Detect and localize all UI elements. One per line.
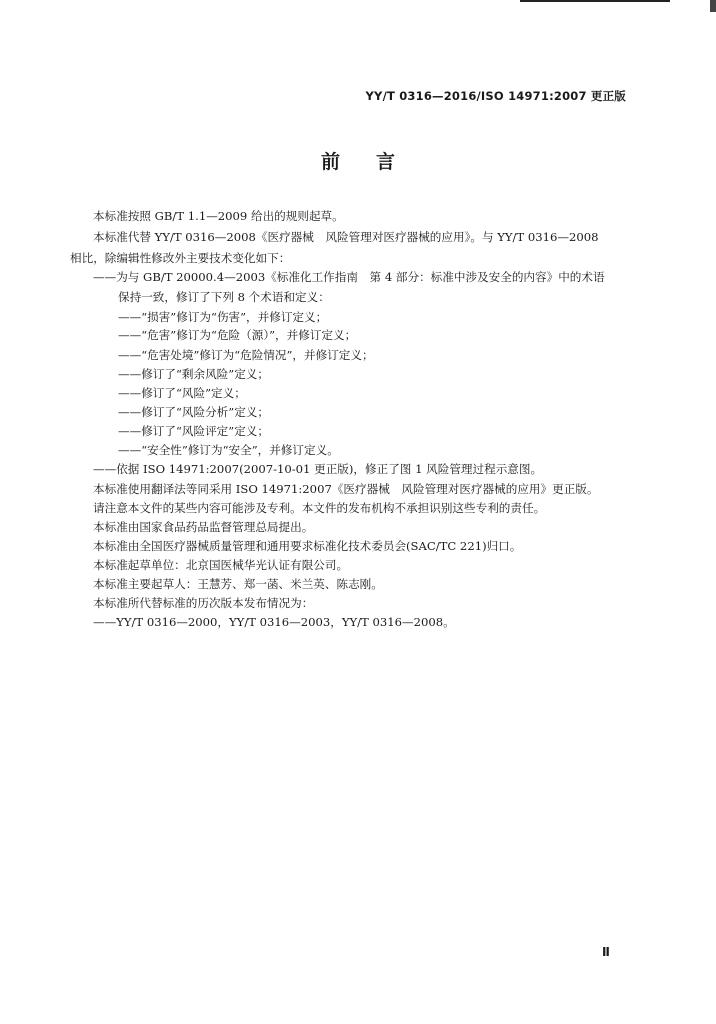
body-line: 请注意本文件的某些内容可能涉及专利。本文件的发布机构不承担识别这些专利的责任。 <box>93 501 546 515</box>
sub-list-item: ——“损害”修订为“伤害”，并修订定义； <box>118 310 328 324</box>
scan-artifact-top-line <box>520 0 670 2</box>
page-number: Ⅱ <box>602 945 610 959</box>
list-item: ——依据 ISO 14971:2007(2007-10-01 更正版)，修正了图 1 风险管理过程示意图。 <box>93 462 543 476</box>
body-line: 本标准使用翻译法等同采用 ISO 14971:2007《医疗器械 风险管理对医疗器械的应用》更正版。 <box>93 482 599 496</box>
list-item: ——YY/T 0316—2000，YY/T 0316—2003，YY/T 0316—2008。 <box>93 615 455 629</box>
list-item-continuation: 保持一致，修订了下列 8 个术语和定义： <box>118 290 330 304</box>
body-line: 本标准由全国医疗器械质量管理和通用要求标准化技术委员会(SAC/TC 221)归口。 <box>93 539 522 553</box>
body-line: 本标准主要起草人：王慧芳、郑一菡、米兰英、陈志刚。 <box>93 577 383 591</box>
sub-list-item: ——修订了“风险评定”定义； <box>118 424 269 438</box>
body-line: 本标准由国家食品药品监督管理总局提出。 <box>93 520 314 534</box>
body-line: 本标准所代替标准的历次版本发布情况为： <box>93 596 314 610</box>
sub-list-item: ——修订了“风险”定义； <box>118 386 246 400</box>
body-line: 本标准起草单位：北京国医械华光认证有限公司。 <box>93 558 349 572</box>
list-item: ——为与 GB/T 20000.4—2003《标准化工作指南 第 4 部分：标准中涉及安全的内容》中的术语 <box>93 270 605 284</box>
sub-list-item: ——修订了“风险分析”定义； <box>118 405 269 419</box>
page-title: 前言 <box>320 151 431 173</box>
sub-list-item: ——“危害处境”修订为“危险情况”，并修订定义； <box>118 348 374 362</box>
sub-list-item: ——“危害”修订为“危险（源）”，并修订定义； <box>118 328 357 342</box>
scan-artifact-corner-mark <box>710 0 716 12</box>
body-line: 本标准按照 GB/T 1.1—2009 给出的规则起草。 <box>93 209 344 223</box>
sub-list-item: ——修订了“剩余风险”定义； <box>118 367 269 381</box>
standard-number-header: YY/T 0316—2016/ISO 14971:2007 更正版 <box>365 89 626 103</box>
body-line: 相比，除编辑性修改外主要技术变化如下： <box>70 251 291 265</box>
sub-list-item: ——“安全性”修订为“安全”，并修订定义。 <box>118 443 339 457</box>
body-line: 本标准代替 YY/T 0316—2008《医疗器械 风险管理对医疗器械的应用》。与 YY/T 0316—2008 <box>93 230 599 244</box>
